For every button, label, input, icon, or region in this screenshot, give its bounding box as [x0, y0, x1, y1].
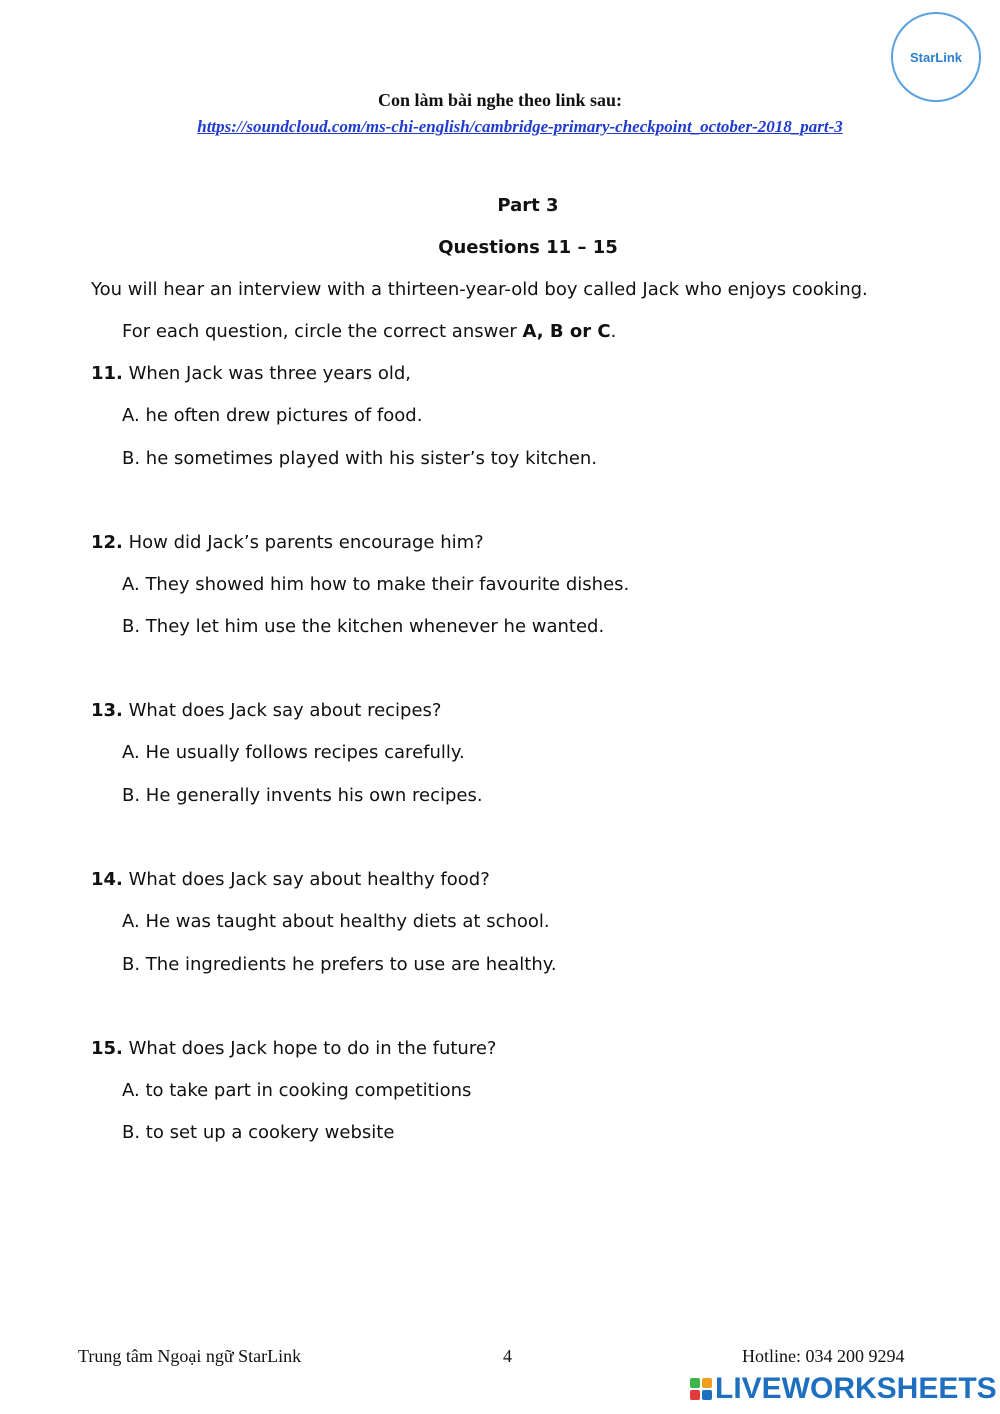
question-15-option-a[interactable]: A. to take part in cooking competitions	[122, 1080, 472, 1101]
liveworksheets-watermark	[690, 1372, 997, 1406]
direction-prefix: For each question, circle the correct answer	[122, 321, 523, 342]
question-11-option-a[interactable]: A. he often drew pictures of food.	[122, 405, 423, 426]
direction-text	[122, 321, 616, 342]
question-number: 13.	[91, 700, 123, 721]
question-13-option-a[interactable]: A. He usually follows recipes carefully.	[122, 742, 465, 763]
question-text: What does Jack say about healthy food?	[128, 869, 490, 890]
footer-hotline: Hotline: 034 200 9294	[742, 1346, 905, 1366]
question-12-option-b[interactable]: B. They let him use the kitchen whenever he wanted.	[122, 616, 605, 637]
question-12	[91, 532, 484, 553]
question-13-option-b[interactable]: B. He generally invents his own recipes.	[122, 785, 483, 806]
liveworksheets-icon	[690, 1378, 712, 1400]
question-14-option-a[interactable]: A. He was taught about healthy diets at school.	[122, 911, 550, 932]
part-title: Part 3	[497, 195, 559, 216]
question-11-option-b[interactable]: B. he sometimes played with his sister’s toy kitchen.	[122, 448, 598, 469]
question-text: How did Jack’s parents encourage him?	[128, 532, 484, 553]
listening-instruction: Con làm bài nghe theo link sau:	[377, 90, 623, 110]
question-number: 12.	[91, 532, 123, 553]
questions-range: Questions 11 – 15	[438, 237, 618, 258]
liveworksheets-text: LIVEWORKSHEETS	[715, 1372, 997, 1405]
direction-suffix: .	[610, 321, 617, 342]
footer-page-number: 4	[503, 1346, 512, 1366]
logo-text: StarLink	[909, 49, 962, 65]
question-text: What does Jack say about recipes?	[128, 700, 442, 721]
footer-center-name: Trung tâm Ngoại ngữ StarLink	[78, 1346, 302, 1366]
question-14	[91, 869, 490, 890]
question-text: When Jack was three years old,	[128, 363, 412, 384]
question-number: 14.	[91, 869, 123, 890]
question-number: 11.	[91, 363, 123, 384]
question-15	[91, 1038, 496, 1059]
question-number: 15.	[91, 1038, 123, 1059]
direction-answer-letters: A, B or C	[522, 321, 611, 342]
starlink-logo	[891, 12, 981, 102]
question-15-option-b[interactable]: B. to set up a cookery website	[122, 1122, 395, 1143]
question-12-option-a[interactable]: A. They showed him how to make their favourite dishes.	[122, 574, 630, 595]
question-text: What does Jack hope to do in the future?	[128, 1038, 497, 1059]
intro-text: You will hear an interview with a thirteen-year-old boy called Jack who enjoys cooking.	[91, 279, 868, 300]
question-14-option-b[interactable]: B. The ingredients he prefers to use are healthy.	[122, 954, 557, 975]
question-11	[91, 363, 411, 384]
soundcloud-link[interactable]: https://soundcloud.com/ms-chi-english/cambridge-primary-checkpoint_october-2018_part-3	[197, 117, 843, 136]
question-13	[91, 700, 441, 721]
